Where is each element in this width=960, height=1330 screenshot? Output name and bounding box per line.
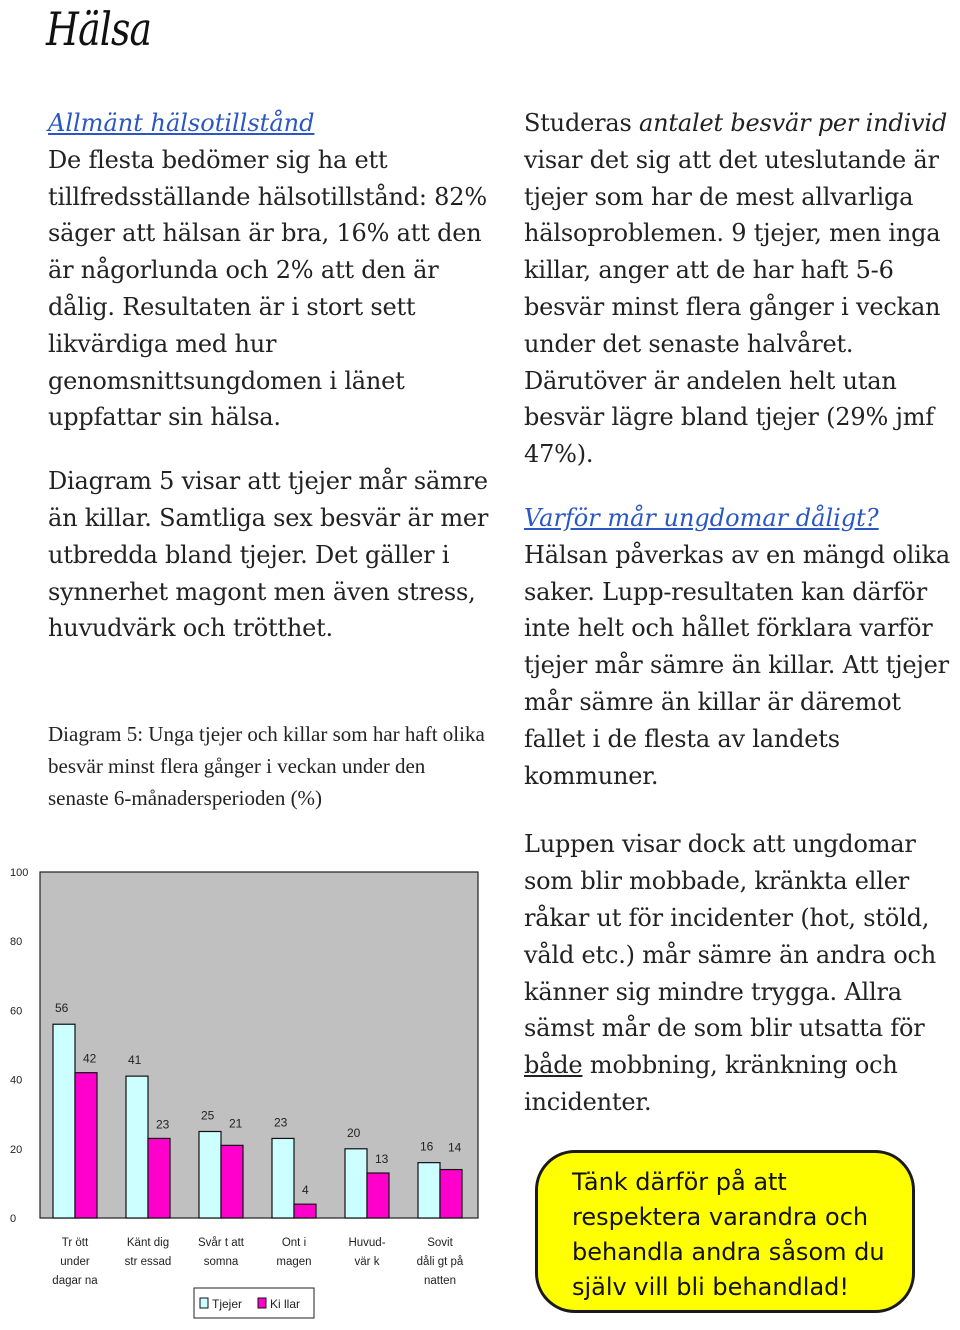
data-label-tjejer-0: 56 bbox=[55, 1001, 69, 1016]
data-label-killar-2: 21 bbox=[229, 1116, 243, 1131]
chart-caption: Diagram 5: Unga tjejer och killar som har haft olika besvär minst flera gånger i veckan under den senaste 6-månadersperioden (%) bbox=[48, 722, 485, 810]
y-tick-label-60: 60 bbox=[10, 1005, 23, 1018]
data-label-tjejer-5: 16 bbox=[420, 1139, 434, 1154]
category-label-3-1: magen bbox=[276, 1256, 312, 1268]
section-heading-allmant-halsotillstand[interactable]: Allmänt hälsotillstånd bbox=[48, 109, 315, 137]
y-tick-label-40: 40 bbox=[10, 1074, 23, 1087]
category-label-0-1: under bbox=[60, 1256, 90, 1268]
paragraph-diagram5-summary: Diagram 5 visar att tjejer mår sämre än killar. Samtliga sex besvär är mer utbredda bland tjejer. Det gäller i synnerhet magont men även stress, huvudvärk och trötthet. bbox=[48, 467, 489, 643]
category-label-0-2: dagar na bbox=[52, 1275, 98, 1287]
bar-killar-2 bbox=[221, 1145, 243, 1218]
legend-label-0: Tjejer bbox=[212, 1297, 243, 1311]
y-tick-label-20: 20 bbox=[10, 1143, 23, 1156]
bar-tjejer-0 bbox=[53, 1024, 75, 1218]
text-segment: Studeras bbox=[524, 109, 640, 137]
legend-swatch-0 bbox=[200, 1298, 208, 1308]
paragraph-health-status: De flesta bedömer sig ha ett tillfredsställande hälsotillstånd: 82% säger att hälsan är bra, 16% att den är någorlunda och 2% att den är dålig. Resultaten är i stort sett likvärdiga med hur genomsnittsungdomen i länet uppfattar sin hälsa. bbox=[48, 145, 487, 432]
tip-callout-box bbox=[535, 1150, 915, 1313]
category-label-2-1: somna bbox=[203, 1256, 239, 1268]
bar-tjejer-4 bbox=[345, 1149, 367, 1218]
paragraph-complaints-per-individual bbox=[524, 105, 960, 473]
text-segment: visar det sig att det uteslutande är tjejer som har de mest allvarliga hälsoproblemen. 9 tjejer, men inga killar, anger att de har haft 5-6 besvär minst flera gånger i veckan under det senaste halvåret. Därutöver är andelen helt utan besvär lägre bland tjejer (29% jmf 47%). bbox=[524, 145, 941, 469]
right-column bbox=[524, 105, 960, 1121]
category-label-4-1: vär k bbox=[354, 1256, 380, 1268]
y-tick-label-0: 0 bbox=[10, 1213, 17, 1225]
paragraph-bullying-effects bbox=[524, 826, 960, 1120]
data-label-killar-1: 23 bbox=[156, 1117, 170, 1132]
paragraph-health-factors: Hälsan påverkas av en mängd olika saker. Lupp-resultaten kan därför inte helt och hållet förklara varför tjejer mår sämre än killar. Att tjejer mår sämre än killar är däremot fallet i de flesta av landets kommuner. bbox=[524, 540, 951, 790]
bar-killar-1 bbox=[148, 1138, 170, 1218]
category-label-1-0: Känt dig bbox=[126, 1237, 170, 1249]
bar-tjejer-5 bbox=[418, 1163, 440, 1218]
category-label-4-0: Huvud- bbox=[348, 1237, 386, 1249]
data-label-tjejer-3: 23 bbox=[274, 1115, 288, 1130]
category-label-2-0: Svår t att bbox=[197, 1237, 245, 1249]
category-label-5-2: natten bbox=[424, 1275, 456, 1287]
tip-text: Tänk därför på att respektera varandra och behandla andra såsom du själv vill bli behandlad! bbox=[572, 1168, 885, 1301]
section-heading-varfor-mar-ungdomar-daligt[interactable]: Varför mår ungdomar dåligt? bbox=[524, 503, 879, 532]
bar-chart bbox=[0, 860, 500, 1330]
category-label-0-0: Tr ött bbox=[61, 1237, 89, 1249]
text-segment: mobbning, kränkning och incidenter. bbox=[524, 1051, 898, 1116]
page-title: Hälsa bbox=[46, 2, 152, 56]
bar-chart-svg bbox=[0, 860, 500, 1330]
bar-tjejer-3 bbox=[272, 1138, 294, 1218]
underlined-bade: både bbox=[524, 1051, 583, 1080]
bar-tjejer-1 bbox=[126, 1076, 148, 1218]
bar-killar-4 bbox=[367, 1173, 389, 1218]
text-segment: Luppen visar dock att ungdomar som blir mobbade, kränkta eller råkar ut för incidenter (hot, stöld, våld etc.) mår sämre än andra och känner sig mindre trygga. Allra sämst mår de som blir utsatta för bbox=[524, 830, 936, 1043]
data-label-killar-3: 4 bbox=[302, 1183, 309, 1198]
category-label-5-1: dåli gt på bbox=[416, 1256, 464, 1268]
data-label-killar-4: 13 bbox=[375, 1152, 389, 1167]
bar-tjejer-2 bbox=[199, 1132, 221, 1219]
y-tick-label-80: 80 bbox=[10, 936, 23, 949]
bar-killar-3 bbox=[294, 1204, 316, 1218]
bar-killar-5 bbox=[440, 1170, 462, 1218]
data-label-tjejer-2: 25 bbox=[201, 1108, 215, 1123]
category-label-5-0: Sovit bbox=[427, 1237, 453, 1249]
category-label-3-0: Ont i bbox=[281, 1237, 307, 1249]
plot-area bbox=[40, 872, 478, 1218]
data-label-killar-5: 14 bbox=[448, 1140, 462, 1155]
data-label-tjejer-1: 41 bbox=[128, 1053, 142, 1068]
legend-label-1: Ki llar bbox=[270, 1297, 301, 1311]
emphasis-antalet-besvar: antalet besvär per individ bbox=[639, 109, 948, 137]
y-tick-label-100: 100 bbox=[10, 867, 29, 879]
category-label-1-1: str essad bbox=[124, 1256, 172, 1268]
left-column bbox=[48, 105, 498, 647]
data-label-killar-0: 42 bbox=[83, 1051, 97, 1066]
data-label-tjejer-4: 20 bbox=[347, 1125, 361, 1140]
legend-swatch-1 bbox=[258, 1298, 266, 1308]
bar-killar-0 bbox=[75, 1073, 97, 1218]
